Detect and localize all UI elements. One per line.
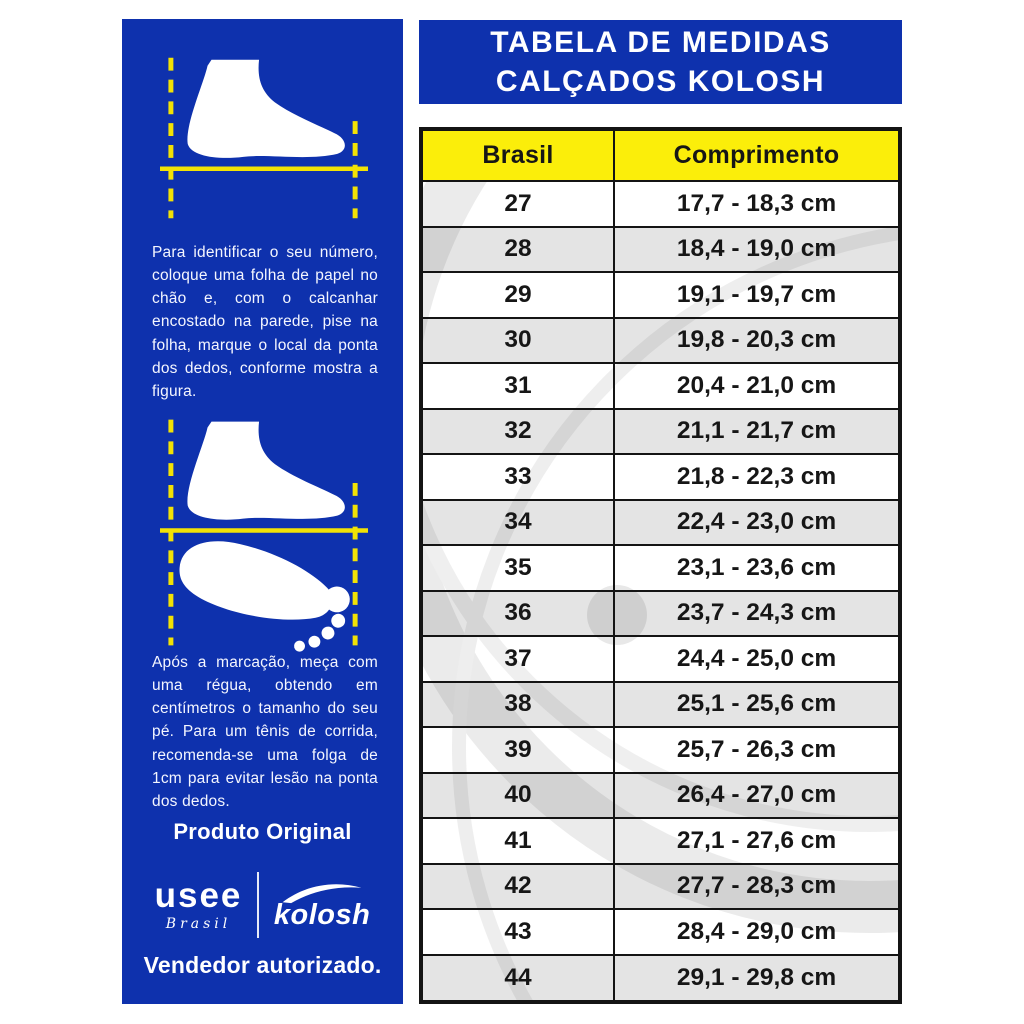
table-row (421, 409, 900, 455)
length-cell: 26,4 - 27,0 cm (614, 773, 900, 819)
usee-logo-text: usee (154, 876, 243, 915)
size-cell: 30 (421, 318, 614, 364)
brand-logos (122, 861, 403, 949)
length-cell: 25,1 - 25,6 cm (614, 682, 900, 728)
size-cell: 33 (421, 454, 614, 500)
table-row (421, 454, 900, 500)
size-cell: 39 (421, 727, 614, 773)
length-cell: 24,4 - 25,0 cm (614, 636, 900, 682)
size-cell: 41 (421, 818, 614, 864)
usee-brasil-logo (155, 878, 243, 932)
table-row (421, 636, 900, 682)
size-table-section (419, 127, 902, 1004)
length-cell: 17,7 - 18,3 cm (614, 181, 900, 227)
length-cell: 28,4 - 29,0 cm (614, 909, 900, 955)
foot-silhouette (187, 422, 344, 520)
table-header-row (421, 129, 900, 181)
authorized-seller-label: Vendedor autorizado. (143, 952, 382, 978)
length-cell: 20,4 - 21,0 cm (614, 363, 900, 409)
length-cell: 27,7 - 28,3 cm (614, 864, 900, 910)
size-cell: 34 (421, 500, 614, 546)
size-cell: 40 (421, 773, 614, 819)
title-line-1: TABELA DE MEDIDAS (490, 26, 831, 59)
title-line-2: CALÇADOS KOLOSH (495, 65, 826, 98)
size-cell: 37 (421, 636, 614, 682)
table-row (421, 727, 900, 773)
length-cell: 19,8 - 20,3 cm (614, 318, 900, 364)
size-cell: 32 (421, 409, 614, 455)
table-row (421, 545, 900, 591)
length-cell: 23,7 - 24,3 cm (614, 591, 900, 637)
table-row (421, 227, 900, 273)
table-row (421, 363, 900, 409)
size-cell: 29 (421, 272, 614, 318)
table-row (421, 682, 900, 728)
size-cell: 42 (421, 864, 614, 910)
length-cell: 21,8 - 22,3 cm (614, 454, 900, 500)
table-row (421, 909, 900, 955)
table-row (421, 773, 900, 819)
logo-divider (257, 872, 259, 938)
length-cell: 25,7 - 26,3 cm (614, 727, 900, 773)
length-cell: 19,1 - 19,7 cm (614, 272, 900, 318)
usee-brasil-script: Brasil (165, 916, 232, 932)
length-cell: 18,4 - 19,0 cm (614, 227, 900, 273)
size-table (419, 127, 902, 1004)
length-cell: 22,4 - 23,0 cm (614, 500, 900, 546)
size-cell: 31 (421, 363, 614, 409)
table-row (421, 955, 900, 1002)
table-row (421, 818, 900, 864)
size-cell: 27 (421, 181, 614, 227)
kolosh-logo-text: kolosh (273, 899, 371, 931)
size-cell: 36 (421, 591, 614, 637)
column-header-brasil: Brasil (421, 129, 614, 181)
column-header-comprimento: Comprimento (614, 129, 900, 181)
instruction-text-1: Para identificar o seu número, coloque uma folha de papel no chão e, com o calcanhar encostado na parede, pise na folha, marque o local da ponta dos dedos, conforme mostra a figura. (152, 243, 378, 400)
kolosh-logo (274, 880, 370, 930)
page-title (419, 20, 902, 104)
size-cell: 35 (421, 545, 614, 591)
table-row (421, 181, 900, 227)
length-cell: 21,1 - 21,7 cm (614, 409, 900, 455)
foot-silhouette (187, 60, 344, 158)
product-original-label: Produto Original (173, 819, 352, 844)
size-cell: 38 (421, 682, 614, 728)
table-row (421, 272, 900, 318)
size-table-body (421, 181, 900, 1002)
foot-side-measure-icon (160, 53, 368, 227)
size-cell: 44 (421, 955, 614, 1002)
table-row (421, 500, 900, 546)
size-cell: 43 (421, 909, 614, 955)
left-instruction-panel (122, 19, 403, 1004)
length-cell: 23,1 - 23,6 cm (614, 545, 900, 591)
foot-and-footprint-measure-icon (160, 415, 368, 653)
length-cell: 29,1 - 29,8 cm (614, 955, 900, 1002)
table-row (421, 318, 900, 364)
table-row (421, 864, 900, 910)
footprint-silhouette (169, 534, 356, 653)
table-row (421, 591, 900, 637)
size-cell: 28 (421, 227, 614, 273)
length-cell: 27,1 - 27,6 cm (614, 818, 900, 864)
instruction-text-2: Após a marcação, meça com uma régua, obtendo em centímetros o tamanho do seu pé. Para um tênis de corrida, recomenda-se uma folga de 1cm para evitar lesão na ponta dos dedos. (152, 653, 378, 810)
